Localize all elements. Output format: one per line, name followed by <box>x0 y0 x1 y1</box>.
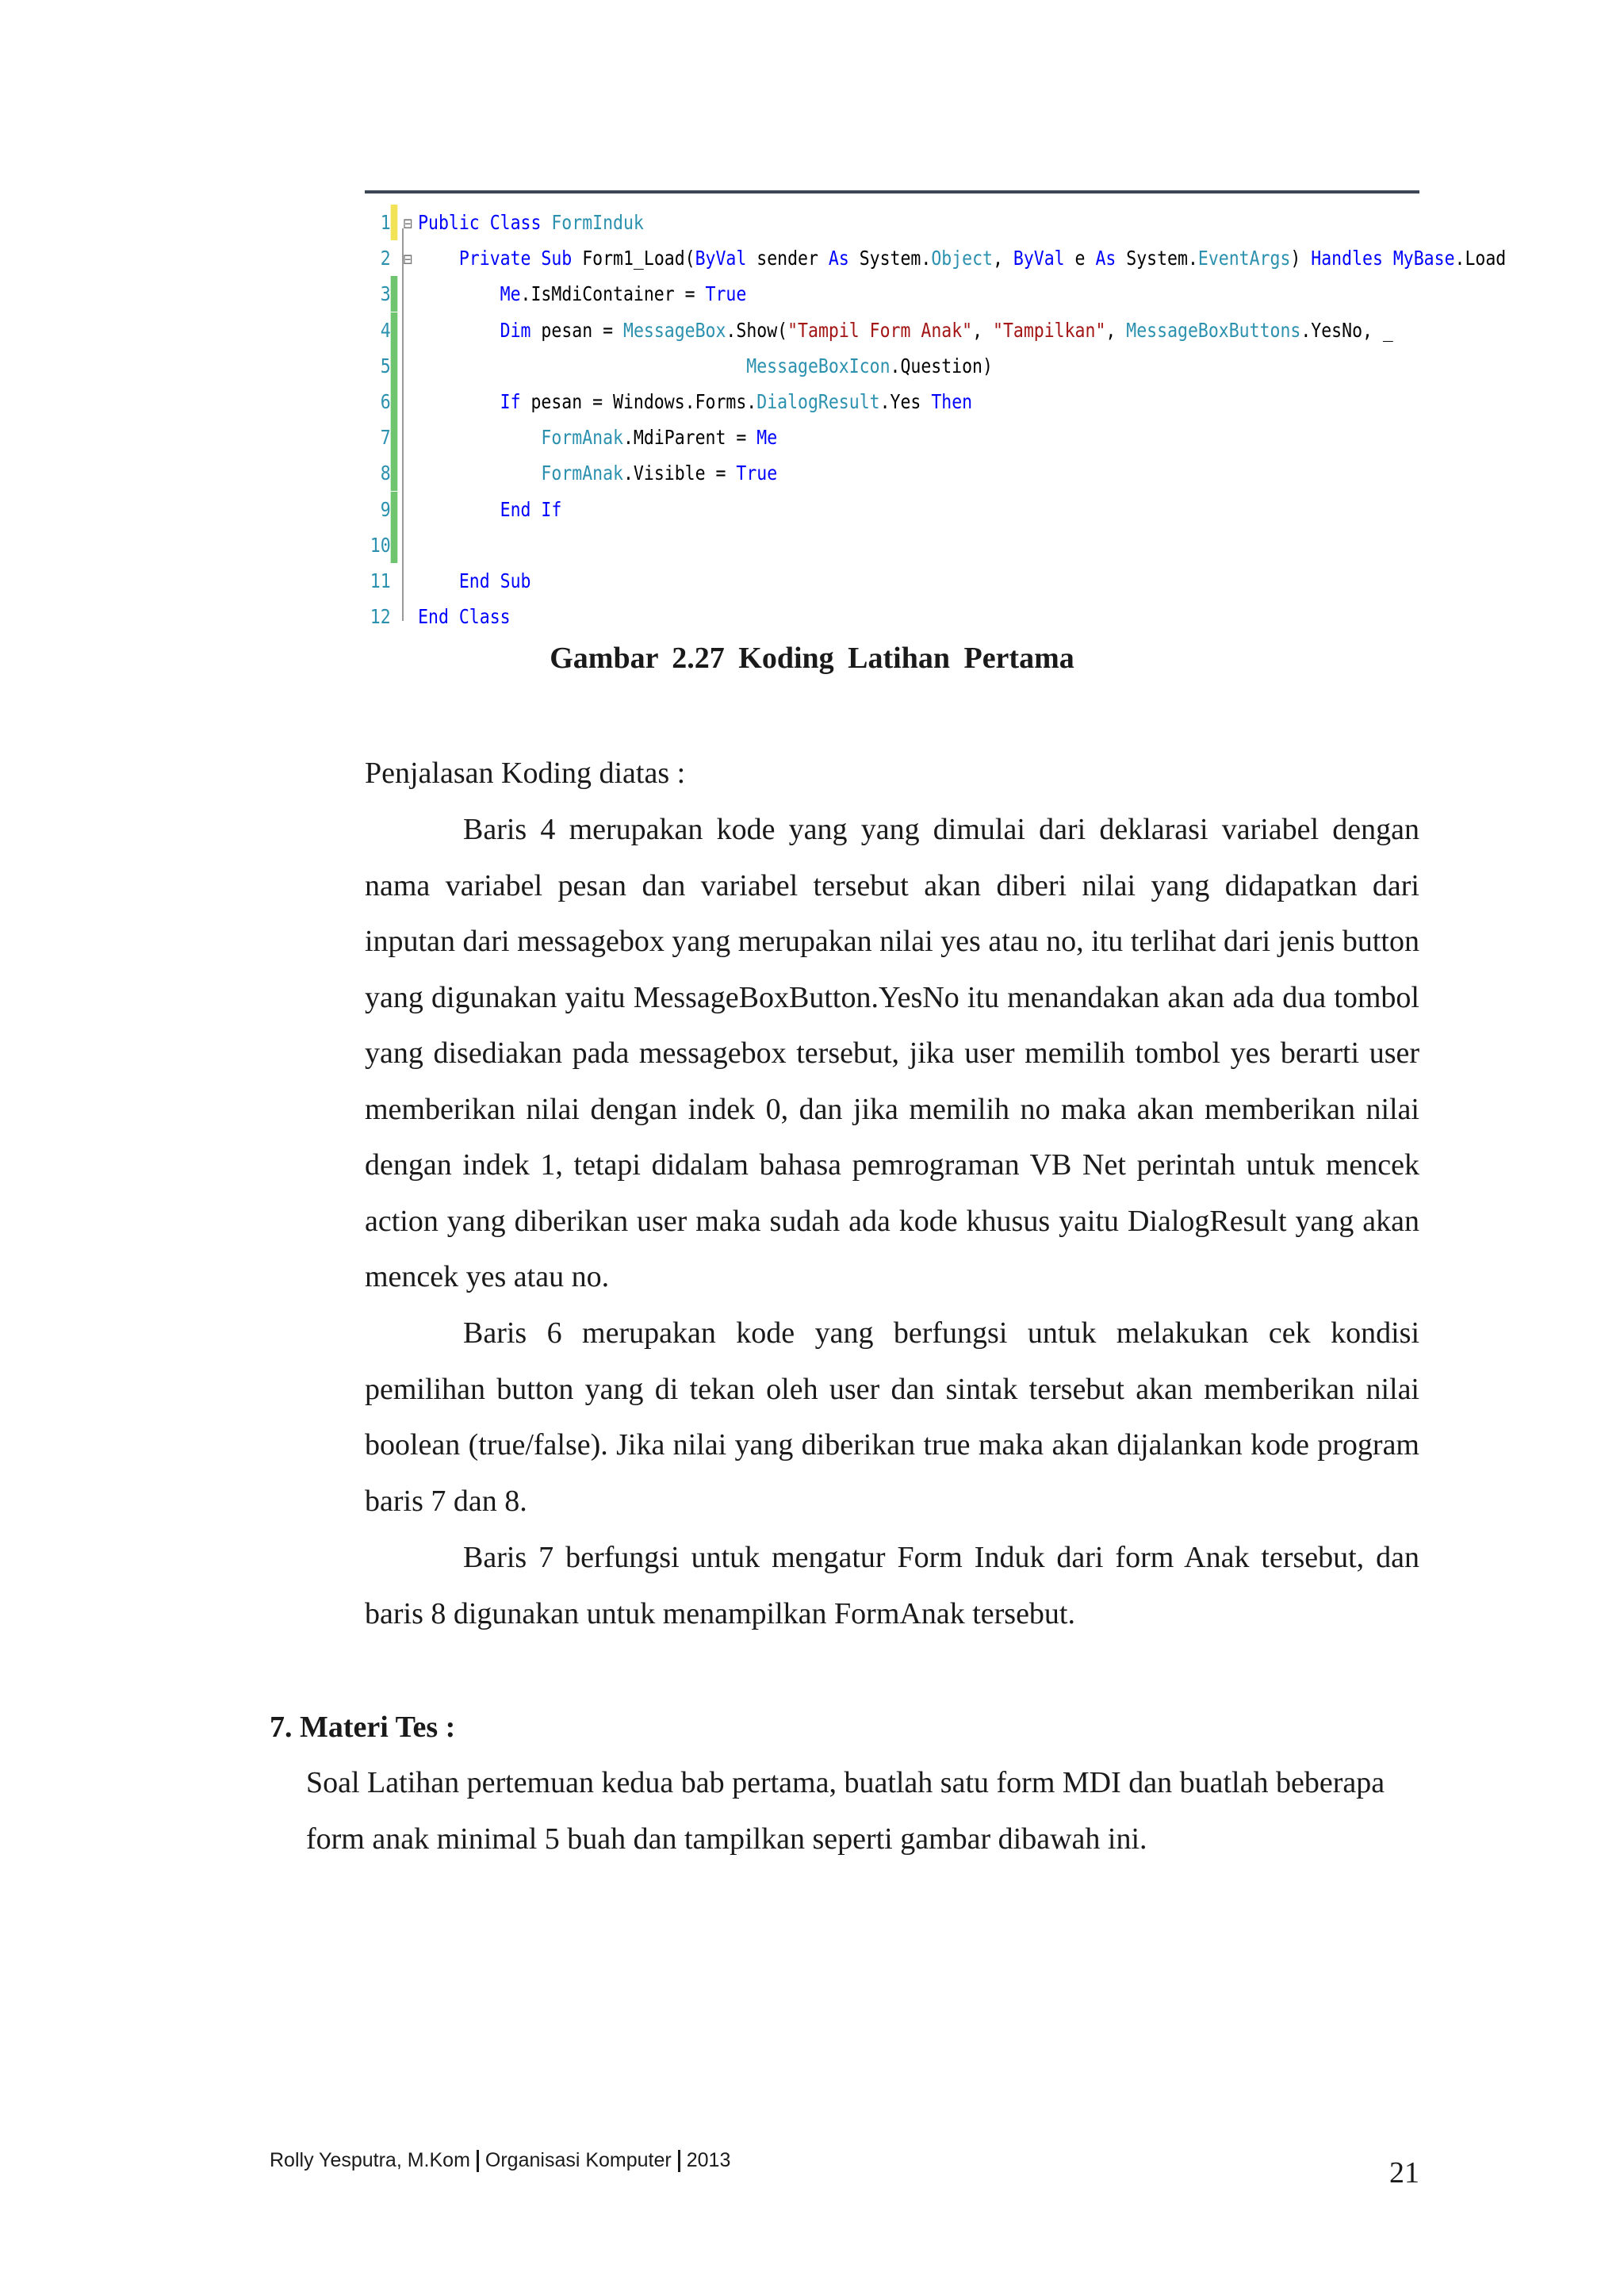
code-token <box>418 247 459 270</box>
line-number: 5 <box>380 354 391 377</box>
change-marker <box>391 276 398 312</box>
code-token: Dim <box>500 318 542 342</box>
code-token <box>418 462 541 485</box>
footer-separator <box>678 2150 680 2172</box>
code-token: As <box>1095 247 1127 270</box>
footer-separator <box>477 2150 479 2172</box>
code-token <box>418 282 500 305</box>
code-token: , <box>1105 318 1127 342</box>
code-line <box>365 455 1272 491</box>
code-token: True <box>736 462 778 485</box>
code-line <box>365 348 1272 384</box>
line-number: 7 <box>380 426 391 450</box>
code-token: End Sub <box>458 569 531 592</box>
code-token <box>418 390 500 413</box>
footer-author: Rolly Yesputra, M.Kom <box>270 2149 470 2171</box>
code-token: MessageBox <box>622 318 726 342</box>
section-heading: 7. Materi Tes : <box>270 1711 456 1744</box>
line-number: 2 <box>380 247 391 270</box>
line-number: 10 <box>370 533 391 557</box>
code-line <box>365 240 1507 276</box>
change-marker <box>391 527 398 563</box>
code-token: Form1_Load( <box>582 247 695 270</box>
line-number: 8 <box>380 462 391 485</box>
code-token: .Yes <box>879 389 932 413</box>
change-marker <box>391 599 398 634</box>
line-number: 9 <box>380 497 391 521</box>
code-token: , <box>972 318 994 342</box>
collapse-icon[interactable]: ⊟ <box>403 214 412 234</box>
code-token: ByVal <box>695 247 757 270</box>
code-token: ByVal <box>1013 247 1075 270</box>
code-token: .Show( <box>726 318 788 342</box>
code-token: .Visible = <box>622 462 737 485</box>
code-token <box>418 426 541 449</box>
paragraph-line-7-8: Baris 7 berfungsi untuk mengatur Form Induk dari form Anak tersebut, dan baris 8 digunakan untuk menampilkan FormAnak tersebut. <box>365 1541 1419 1630</box>
code-token: As <box>828 247 860 270</box>
code-token <box>418 569 459 592</box>
code-token: Me <box>756 426 778 450</box>
change-marker <box>391 563 398 599</box>
code-line <box>365 527 1272 563</box>
code-line <box>365 312 1393 348</box>
section-body: Soal Latihan pertemuan kedua bab pertama, buatlah satu form MDI dan buatlah beberapa form anak minimal 5 buah dan tampilkan seperti gambar dibawah ini. <box>306 1766 1385 1856</box>
code-line <box>365 563 1272 599</box>
line-number: 6 <box>380 389 391 413</box>
code-token: FormInduk <box>551 211 644 234</box>
code-line <box>365 384 1272 420</box>
code-token: "Tampilkan" <box>993 318 1106 342</box>
code-token: MessageBoxButtons <box>1126 318 1301 342</box>
code-token: End Class <box>418 605 511 629</box>
code-token: System. <box>859 247 932 270</box>
code-token: "Tampil Form Anak" <box>787 318 973 342</box>
change-marker <box>391 348 398 384</box>
collapse-icon[interactable]: ⊟ <box>403 250 412 270</box>
code-screenshot <box>365 190 1507 630</box>
code-token: .Question) <box>890 354 993 377</box>
page-footer <box>270 2149 730 2172</box>
line-number: 3 <box>380 282 391 306</box>
code-token: .YesNo, _ <box>1300 318 1393 342</box>
code-token: End If <box>500 497 562 521</box>
code-token: .Load <box>1454 247 1507 270</box>
code-token: pesan = <box>541 318 623 342</box>
code-editor-top-border <box>365 190 1419 193</box>
change-marker <box>391 492 398 527</box>
footer-course: Organisasi Komputer <box>485 2149 672 2171</box>
line-number: 1 <box>380 211 391 234</box>
code-lines <box>365 205 1507 634</box>
code-token: Object <box>931 247 993 270</box>
code-token: .MdiParent = <box>622 426 757 450</box>
code-token: ) <box>1290 247 1312 270</box>
code-token: DialogResult <box>756 389 880 413</box>
change-marker <box>391 420 398 455</box>
code-token: e <box>1074 247 1096 270</box>
code-token: Private Sub <box>458 247 583 270</box>
explanation-intro: Penjalasan Koding diatas : <box>365 757 686 790</box>
code-token <box>418 498 500 521</box>
line-number: 12 <box>370 605 391 629</box>
code-token: EventArgs <box>1197 247 1291 270</box>
line-number: 11 <box>370 569 391 592</box>
change-marker <box>391 384 398 420</box>
code-token: .IsMdiContainer = <box>520 282 706 306</box>
code-token: If <box>500 389 531 413</box>
code-line <box>365 492 1272 527</box>
code-token: sender <box>756 247 829 270</box>
line-number: 4 <box>380 318 391 342</box>
change-marker <box>391 240 398 276</box>
code-token <box>418 319 500 342</box>
footer-year: 2013 <box>686 2149 731 2171</box>
change-marker <box>391 312 398 348</box>
code-token: FormAnak <box>541 462 623 485</box>
code-token: Handles MyBase <box>1311 247 1455 270</box>
figure-caption: Gambar 2.27 Koding Latihan Pertama <box>550 642 1074 675</box>
code-line <box>365 205 1272 240</box>
change-marker <box>391 205 398 240</box>
code-token: System. <box>1126 247 1198 270</box>
code-token: Public Class <box>418 211 552 234</box>
code-line <box>365 276 1272 312</box>
paragraph-line-4: Baris 4 merupakan kode yang yang dimulai dari deklarasi variabel dengan nama variabel pesan dan variabel tersebut akan diberi nilai yang didapatkan dari inputan dari messagebox yang merupakan nilai yes atau no, itu terlihat dari jenis button yang digunakan yaitu MessageBoxButton.YesNo itu menandakan akan ada dua tombol yang disediakan pada messagebox tersebut, jika user memilih tombol yes berarti user memberikan nilai dengan indek 0, dan jika memilih no maka akan memberikan nilai dengan indek 1, tetapi didalam bahasa pemrograman VB Net perintah untuk mencek action yang diberikan user maka sudah ada kode khusus yaitu DialogResult yang akan mencek yes atau no. <box>365 813 1419 1293</box>
code-token: Me <box>500 282 521 306</box>
code-token: MessageBoxIcon <box>746 354 891 377</box>
code-token <box>418 354 746 377</box>
code-token: Then <box>931 389 973 413</box>
code-line <box>365 420 1272 455</box>
code-token: , <box>992 247 1013 270</box>
page-number: 21 <box>1389 2156 1419 2190</box>
code-token: True <box>705 282 747 306</box>
change-marker <box>391 455 398 491</box>
code-token: pesan = Windows.Forms. <box>530 389 757 413</box>
code-line <box>365 599 1272 634</box>
paragraph-line-6: Baris 6 merupakan kode yang berfungsi untuk melakukan cek kondisi pemilihan button yang di tekan oleh user dan sintak tersebut akan memberikan nilai boolean (true/false). Jika nilai yang diberikan true maka akan dijalankan kode program baris 7 dan 8. <box>365 1316 1419 1518</box>
code-token: FormAnak <box>541 426 623 450</box>
